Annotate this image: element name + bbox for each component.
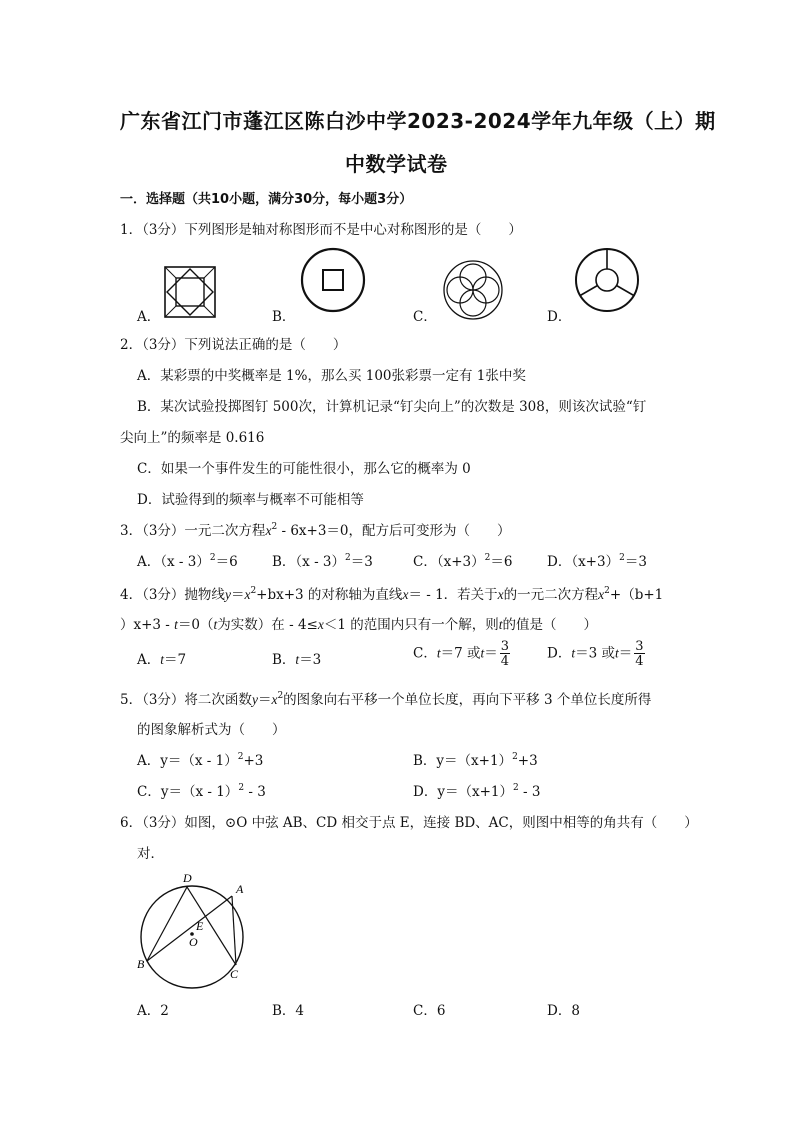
q5-option-b: B．$y=(x+1)^2+3$ [413, 752, 538, 769]
fraction-three-quarters: $\frac{3}{4}$ [500, 639, 510, 669]
point-label-d: D [183, 871, 192, 885]
q5-option-c: C．y＝（x - 1）$^2$ - 3 [137, 783, 266, 800]
question-4-stem-line1: 4．（3分）抛物线$y=x^2+bx+3$ 的对称轴为直线x＝ - 1．若关于x的一元二次方程$x^2+(b+1$ [120, 586, 664, 603]
fraction-three-quarters: $\frac{3}{4}$ [635, 639, 644, 669]
point-label-e: E [196, 919, 204, 933]
q2-option-a: A．某彩票的中奖概率是 1%，那么买 100张彩票一定有 1张中奖 [137, 368, 526, 384]
q1-option-d: D． [547, 309, 572, 325]
q6-option-c: C．6 [413, 1003, 446, 1019]
page-title-line2: 中数学试卷 [345, 152, 448, 176]
point-label-c: C [230, 967, 239, 981]
q6-option-b: B．4 [272, 1003, 305, 1019]
q6-option-d: D．8 [547, 1003, 580, 1019]
q2-option-c: C．如果一个事件发生的可能性很小，那么它的概率为 0 [137, 461, 471, 477]
q3-option-c: C．$(x+3)^2=6$ [413, 553, 513, 570]
q4-option-d: D．t＝3 或t＝ $\frac{3}{4}$ [547, 639, 644, 669]
q4-option-a: A．t＝7 [137, 652, 187, 668]
q4-option-b: B．t＝3 [272, 652, 322, 668]
figure-q1-a-square-in-square [160, 262, 220, 322]
q1-option-c: C． [413, 309, 437, 325]
q4-option-c: C．t＝7 或t＝ $\frac{3}{4}$ [413, 639, 510, 669]
question-1-stem: 1．（3分）下列图形是轴对称图形而不是中心对称图形的是（ ） [120, 222, 522, 238]
figure-q1-c-flower [438, 255, 508, 325]
question-5-stem-line2: 的图象解析式为（ ） [137, 722, 286, 738]
q3-option-d: D．$(x+3)^2=3$ [547, 553, 647, 570]
point-label-a: A [236, 882, 244, 896]
figure-q1-d-three-sector [572, 245, 642, 315]
q3-option-b: B．（x - 3）$^2$＝3 [272, 553, 373, 570]
q2-option-d: D．试验得到的频率与概率不可能相等 [137, 492, 364, 508]
figure-q1-b-coin [298, 245, 368, 315]
q2-option-b-line1: B．某次试验投掷图钉 500次，计算机记录“钉尖向上”的次数是 308，则该次试验“钉 [137, 399, 647, 415]
q6-option-a: A．2 [137, 1003, 169, 1019]
q2-option-b-line2: 尖向上”的频率是 0.616 [120, 430, 265, 446]
question-3-stem: 3．（3分）一元二次方程$x^2 - 6x+3=0$，配方后可变形为（ ） [120, 522, 511, 539]
question-4-stem-line2: ）x+3 - t＝0（t为实数）在 - 4≤x＜1 的范围内只有一个解，则t的值是（ ） [120, 617, 597, 633]
point-label-b: B [137, 957, 145, 971]
q1-option-a: A． [137, 309, 161, 325]
point-label-o: O [189, 935, 198, 949]
q1-option-b: B． [272, 309, 296, 325]
q5-option-a: A．y＝（x - 1）$^2$+3 [137, 752, 264, 769]
question-6-stem-line1: 6．（3分）如图，⊙O 中弦 AB、CD 相交于点 E，连接 BD、AC，则图中相等的角共有（ ） [120, 815, 698, 831]
q5-option-d: D．$y=(x+1)^2 - 3$ [413, 783, 541, 800]
page-title-line1: 广东省江门市蓬江区陈白沙中学2023-2024学年九年级（上）期 [120, 109, 716, 133]
question-6-stem-line2: 对． [137, 846, 164, 862]
question-5-stem-line1: 5．（3分）将二次函数$y=x^2$的图象向右平移一个单位长度，再向下平移 3 个单位长度所得 [120, 691, 652, 708]
figure-q6-circle-chords [132, 868, 262, 988]
question-2-stem: 2．（3分）下列说法正确的是（ ） [120, 337, 347, 353]
q3-option-a: A．（x - 3）$^2$＝6 [137, 553, 238, 570]
section-heading: 一．选择题（共10小题，满分30分，每小题3分） [120, 192, 413, 207]
